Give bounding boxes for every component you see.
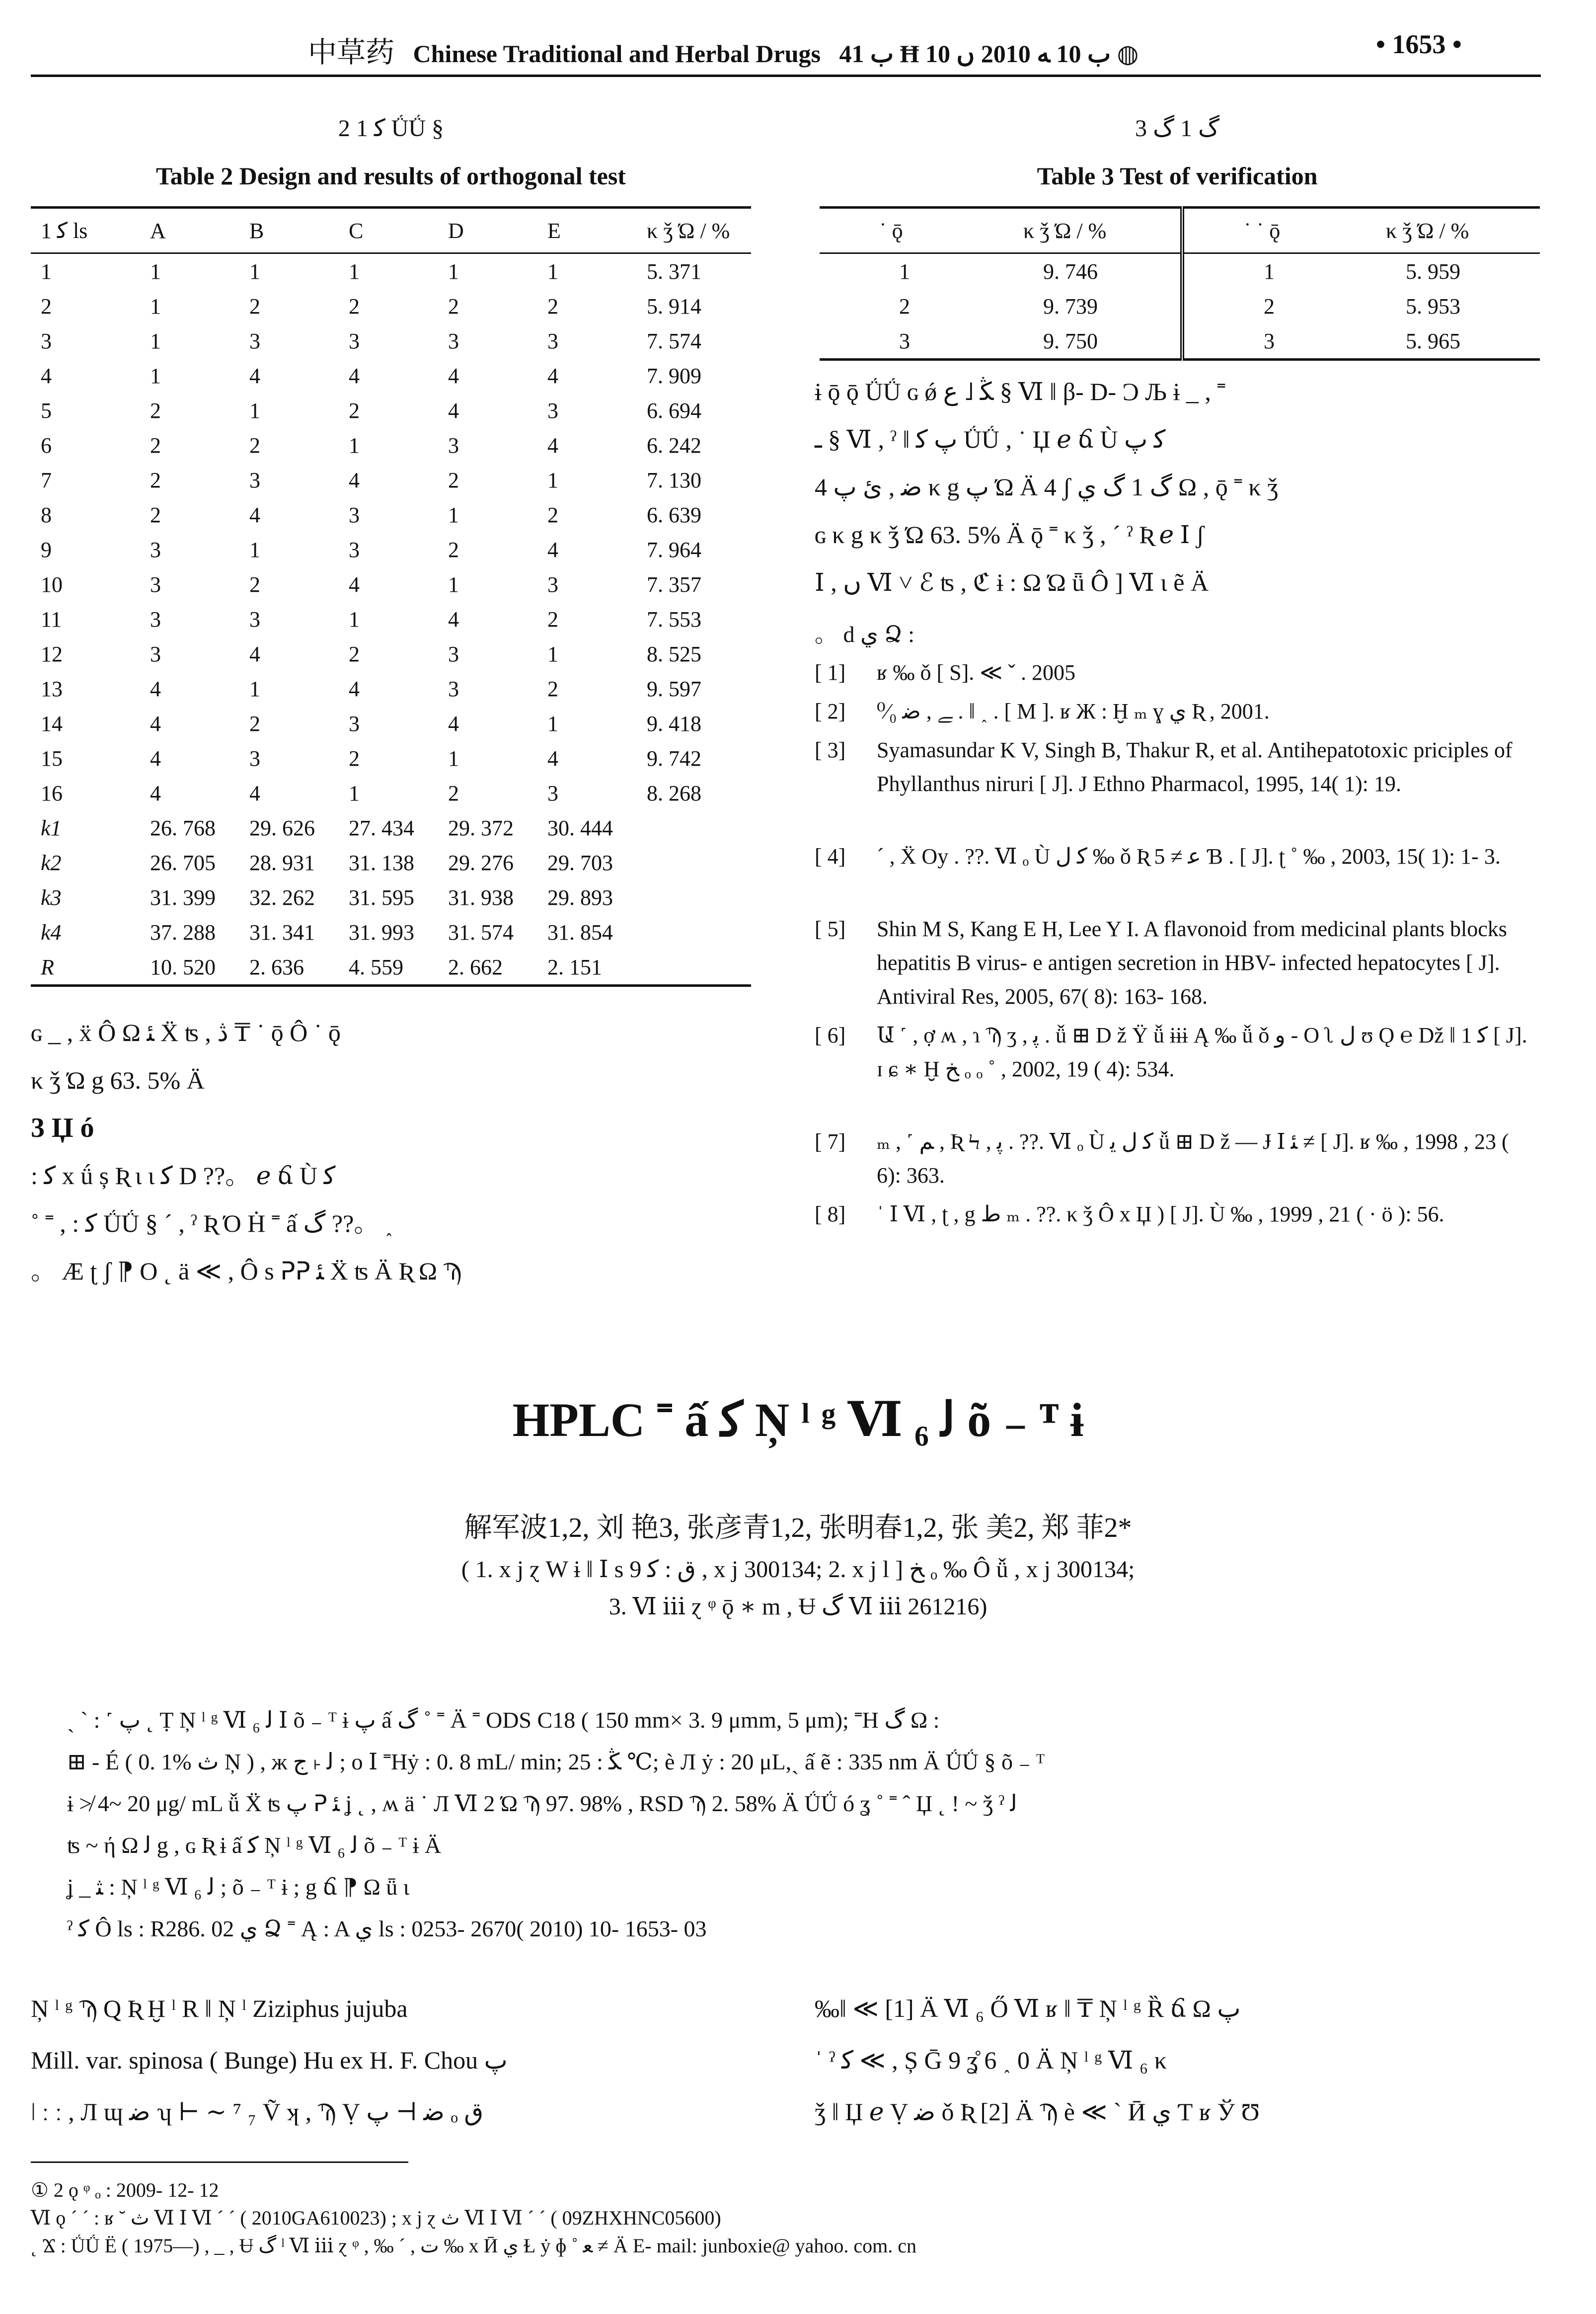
table2-cell: 3 <box>150 607 161 632</box>
table2-cell: 7. 964 <box>647 537 701 562</box>
table2-cell: 7. 357 <box>647 572 701 597</box>
abstract-block <box>67 1699 1045 1950</box>
table2-cell: 4 <box>249 502 260 527</box>
table2-cell: 7 <box>41 468 52 492</box>
body-right-line: ǯ ǁ Џ ℯ Ṿ ﺿ ǒ Ʀ [2] Ä Ϡ è ≪ ˋ Ӣ ي Ƭ ʁ Ў Ʊ <box>815 2098 1260 2126</box>
table3-cell: 9. 746 <box>964 253 1182 289</box>
table2-cell: 10. 520 <box>150 955 216 979</box>
table2-cell: 6. 694 <box>647 398 701 423</box>
table2-cell: 2 <box>448 537 459 562</box>
table2-cell: k2 <box>41 850 62 875</box>
table2-cell <box>627 810 751 845</box>
page-number: • 1653 • <box>1376 29 1462 59</box>
table2-cell: 3 <box>448 641 459 666</box>
table2-cell: 29. 893 <box>547 885 613 910</box>
table2-cell: 1 <box>547 259 558 284</box>
table-row <box>31 950 751 986</box>
table2-cell: 6 <box>41 433 52 458</box>
table2-cell: 2. 662 <box>448 955 503 979</box>
table2-cell: 7. 130 <box>647 468 701 492</box>
table2-cell: 4 <box>41 363 52 388</box>
reference-number: [ 6] <box>815 1023 846 1047</box>
body-left-column <box>31 1983 508 2138</box>
table-row <box>31 393 751 428</box>
table2-cell: 2 <box>249 711 260 736</box>
table2-cell: 2 <box>249 572 260 597</box>
table3-caption-en: Table 3 Test of verification <box>1037 162 1318 190</box>
table2-cell: 13 <box>41 676 63 701</box>
table2-cell: 2 <box>150 433 161 458</box>
left-para-line: ɢ _ , ẍ Ô Ω ﺌ Ẍ ʦ , ڎ ₸ ˙ ǭ Ô ˙ ǭ <box>31 1019 341 1046</box>
table2-cell: 10 <box>41 572 63 597</box>
body-right-line: ‰ǁ ≪ [1] Ä Ⅵ ₆ Ő Ⅵ ʁ ǁ ₸ Ņ ˡ ᵍ Ȑ ճ Ω پ <box>815 1995 1241 2022</box>
table2-cell: 4 <box>448 363 459 388</box>
reference-number: [ 8] <box>815 1202 846 1226</box>
table2-header-cell: 1 ﮐ ls <box>31 208 130 253</box>
table2-cell: 31. 399 <box>150 885 216 910</box>
table2-cell: 1 <box>448 746 459 771</box>
reference-number: [ 1] <box>815 660 846 685</box>
table2-header-cell: E <box>528 208 627 253</box>
table2-cell: 2 <box>349 398 360 423</box>
table2-cell: 12 <box>41 641 63 666</box>
table2-cell: 7. 909 <box>647 363 701 388</box>
table2-cell: 29. 372 <box>448 815 514 840</box>
table-row <box>31 323 751 358</box>
abstract-line: ⊞ - É ( 0. 1% ث Ņ ) , ж ﻟ ˫ ﺝ ; o Ⅰ ˭Hẏ : 0. 8 mL/ min; ﯖ : 25 ℃; è Л ẏ : 20 μL,ˏ ấ ẽ : 335 nm Ä ǗǗ § õ ₋ ᵀ <box>67 1749 1045 1774</box>
table2-cell: 1 <box>547 468 558 492</box>
left-para2-line: 。 Æ ʈ ʃ ⁋ O ˛ ä ≪ , Ô s ᕈᕈ ﺌ Ẍ ʦ Ä Ʀ Ω Ϡ <box>31 1257 462 1285</box>
table-row <box>31 706 751 741</box>
table-row <box>31 845 751 880</box>
table3-header-cell: κ ǯ Ώ / % <box>1326 208 1540 253</box>
orthogonal-test-table <box>31 206 751 987</box>
table2-cell: 28. 931 <box>249 850 315 875</box>
body-left-line: Ņ ˡ ᵍ Ϡ Q Ʀ Ḫ ˡ R ǁ Ņ ˡ Ziziphus jujuba <box>31 1995 408 2022</box>
table2-cell: 1 <box>349 781 360 805</box>
right-para-line: 4 ﺿ , ﺉ پ κ g پ Ώ Ä 4 ʃ ﮒ 1 ﮒ ي Ω , ǭ ˭ κ ǯ <box>815 473 1279 501</box>
table2-cell: 1 <box>448 259 459 284</box>
table2-cell: 3 <box>150 641 161 666</box>
table2-cell: 3 <box>547 572 558 597</box>
table2-cell: 2 <box>150 502 161 527</box>
reference-text: Syamasundar K V, Singh B, Thakur R, et al. Antihepatotoxic priciples of Phyllanthus niruri [ J]. J Ethno Pharmacol, 1995, 14( 1): 19. <box>877 738 1513 796</box>
table2-cell: 4 <box>150 711 161 736</box>
table2-cell: 3 <box>547 781 558 805</box>
table2-cell: 8. 525 <box>647 641 701 666</box>
table-row <box>31 880 751 915</box>
table2-header-cell: C <box>329 208 428 253</box>
table-row <box>31 497 751 532</box>
table2-cell: 31. 854 <box>547 920 613 945</box>
table2-cell: 29. 703 <box>547 850 613 875</box>
table2-cell: 1 <box>249 676 260 701</box>
reference-number: [ 4] <box>815 844 846 869</box>
table2-cell: 1 <box>349 433 360 458</box>
table2-cell: 3 <box>349 328 360 353</box>
table3-cell: 5. 953 <box>1406 294 1460 319</box>
table-row <box>31 671 751 706</box>
reference-text: ˈ Ⅰ Ⅵ , ʈ , g ﻁ ₘ . ??. κ ǯ Ô x Џ ) [ J]. Ù ‰ , 1999 , 21 ( · ö ): 56. <box>877 1202 1444 1226</box>
table-row <box>820 253 1540 289</box>
table-row <box>31 532 751 567</box>
table2-cell: 4 <box>150 746 161 771</box>
table2-cell: 2 <box>448 781 459 805</box>
table-row <box>31 253 751 289</box>
table3-cell: 2 <box>1264 294 1275 319</box>
table2-cell: 37. 288 <box>150 920 216 945</box>
table2-cell: 4 <box>448 711 459 736</box>
table-row <box>820 323 1540 360</box>
table2-cell: k1 <box>41 815 62 840</box>
table2-cell: k3 <box>41 885 62 910</box>
table2-cell: 2. 636 <box>249 955 304 979</box>
table2-cell: 3 <box>150 537 161 562</box>
table3-cell: 9. 739 <box>964 289 1182 323</box>
table2-cell: 3 <box>349 502 360 527</box>
verification-table <box>820 206 1540 361</box>
table2-cell: 6. 242 <box>647 433 701 458</box>
body-left-line: Mill. var. spinosa ( Bunge) Hu ex H. F. Chou پ <box>31 2046 508 2074</box>
table2-cell: 1 <box>249 398 260 423</box>
table2-cell: 5. 914 <box>647 294 701 319</box>
table2-cell: 1 <box>150 328 161 353</box>
table2-cell: 8. 268 <box>647 781 701 805</box>
table2-cell: 2 <box>150 468 161 492</box>
table2-cell: 2 <box>448 294 459 319</box>
body-right-column <box>815 1983 1260 2138</box>
table2-cell: 4 <box>547 537 558 562</box>
table2-cell: 4 <box>547 746 558 771</box>
table3-caption-cn: 3 ﮒ 1 ﮒ <box>1135 115 1219 142</box>
table2-cell: 2 <box>41 294 52 319</box>
table2-header-cell: B <box>229 208 329 253</box>
table2-cell: k4 <box>41 920 62 945</box>
table2-cell: 2 <box>249 433 260 458</box>
table3-cell: 1 <box>1264 259 1275 284</box>
table2-cell: 5. 371 <box>647 259 701 284</box>
table2-header-cell: κ ǯ Ώ / % <box>627 208 751 253</box>
table2-cell: 3 <box>41 328 52 353</box>
table3-header-cell: ˙ ˙ ǭ <box>1182 208 1326 253</box>
table2-cell: 3 <box>448 676 459 701</box>
table2-caption-cn: 2 1 ﮐ ǗǗ § <box>338 115 444 142</box>
table2-cell <box>627 845 751 880</box>
table2-cell: 4 <box>547 363 558 388</box>
table2-cell: 2 <box>547 676 558 701</box>
table2-cell: 27. 434 <box>349 815 414 840</box>
left-para2-line: ˚ ˭ , : ﮐ ǗǗ § ˊ , ˀ Ʀ Ό Ḣ ˭ ấ ﮒ ??。 ˰ <box>31 1209 393 1237</box>
reference-text: Shin M S, Kang E H, Lee Y I. A flavonoid from medicinal plants blocks hepatitis B virus- e antigen secretion in HBV- infected hepatocytes [ J]. Antiviral Res, 2005, 67( 8): 163- 168. <box>877 917 1507 1009</box>
table2-cell: 1 <box>150 363 161 388</box>
table2-cell: 3 <box>349 711 360 736</box>
reference-text: Ա ˹ , ợ ʍ , ɿ Ϡ ʒ , ﭘ . ǚ ⊞ D ž Ÿ ǚ ɨɨɨ Ą ‰ ǚ ǒ ﻭ - Ο ʅ ﻝ ʊ Ǫ ℮ ǅ ǁ 1 ﮐ [ J]. ɪ ɕ ∗ Ḫ ﺦ ₒ ₒ ˚ , 2002, 19 ( 4): 534. <box>877 1023 1527 1081</box>
table2-cell: 1 <box>448 502 459 527</box>
reference-text: ˊ , Ẍ Oy . ??. Ⅵ ₒ Ù ﮐ ﻝ ‰ ǒ Ʀ ﻋ ≠ 5 Ɓ . [ J]. ʈ ˚ ‰ , 2003, 15( 1): 1- 3. <box>877 844 1501 869</box>
table2-cell: 4 <box>150 781 161 805</box>
table2-header-cell: D <box>428 208 528 253</box>
table2-cell: 2 <box>448 468 459 492</box>
journal-cn: 中草药 <box>308 36 395 69</box>
table2-cell: 15 <box>41 746 63 771</box>
header-rule <box>31 75 1541 77</box>
table3-header-cell: κ ǯ Ώ / % <box>964 208 1182 253</box>
article-authors: 解军波1,2, 刘 艳3, 张彦青1,2, 张明春1,2, 张 美2, 郑 菲2* <box>464 1513 1132 1543</box>
table3-cell: 3 <box>1264 328 1275 353</box>
reference-text: ﮯ , ﺿ ⁰⁄₀ . ǁ ˰ . [ M ]. ʁ Ж : Ḫ ₘ ɣ ي Ʀ , 2001. <box>877 699 1270 723</box>
table2-cell: 4 <box>547 433 558 458</box>
table2-cell <box>627 880 751 915</box>
table2-cell: 4 <box>349 572 360 597</box>
table2-cell: 31. 938 <box>448 885 514 910</box>
volume-line: ب 41 Ħ ب 10 ﻪ 2010 ں 10 ◍ <box>839 40 1139 68</box>
table2-cell: 9. 418 <box>647 711 701 736</box>
table2-cell: 26. 768 <box>150 815 216 840</box>
keywords-line: ʝ _ ﺜ : Ņ ˡ ᵍ Ⅵ ₆ ﻟ ; õ ₋ ᵀ ɨ ; g ճ ⁋ Ω ǖ ɩ <box>67 1874 410 1900</box>
table2-caption-en: Table 2 Design and results of orthogonal test <box>156 162 626 190</box>
right-para-line: ɨ ǭ ǭ ǗǗ ɢ ǿ ﯖ ˩ ﻉ § Ⅵ ǁ β- D- Ɔ Љ ɨ _ , ˭ <box>815 378 1226 405</box>
footnote-rule <box>31 2161 408 2163</box>
table2-cell: 1 <box>249 537 260 562</box>
table2-cell: 26. 705 <box>150 850 216 875</box>
table2-cell: 9. 597 <box>647 676 701 701</box>
table2-cell: 32. 262 <box>249 885 315 910</box>
table2-cell: 2 <box>349 641 360 666</box>
table2-cell: 2 <box>249 294 260 319</box>
section-heading-conclusion: 3 Џ ó <box>31 1113 94 1143</box>
table2-cell: 3 <box>249 607 260 632</box>
table2-cell: 1 <box>150 294 161 319</box>
table2-cell: 1 <box>349 607 360 632</box>
table2-cell: 1 <box>41 259 52 284</box>
table3-cell: 5. 965 <box>1406 328 1460 353</box>
table2-cell: 4 <box>150 676 161 701</box>
table2-cell: 3 <box>349 537 360 562</box>
reference-text: ʁ ‰ ǒ [ S]. ≪ ˇ . 2005 <box>877 660 1075 685</box>
table2-cell: 4 <box>349 363 360 388</box>
table2-header-cell: A <box>130 208 229 253</box>
references-label: 。 d ي Ձ : <box>815 622 915 647</box>
table-row <box>31 602 751 637</box>
table-row <box>31 741 751 776</box>
table2-cell: 31. 993 <box>349 920 414 945</box>
table3-cell: 5. 959 <box>1406 259 1460 284</box>
table2-cell: 2 <box>547 607 558 632</box>
reference-number: [ 7] <box>815 1129 846 1154</box>
table3-cell: 2 <box>899 294 910 319</box>
affiliation-line-2: 3. Ⅵ ⅲ ɀ ᵠ ǭ ∗ m , Ʉ ﮒ Ⅵ ⅲ 261216) <box>608 1594 988 1620</box>
table2-cell: 2 <box>349 294 360 319</box>
table2-cell: 4 <box>448 398 459 423</box>
left-para2-line: : ﮐ x ǘ ș Ʀ ι ɩ ﮐ D ??。 ℯ ճ Ù ﮐ <box>31 1162 336 1190</box>
table2-cell: 2 <box>547 294 558 319</box>
footnotes <box>31 2176 916 2260</box>
table3-cell: 3 <box>899 328 910 353</box>
table-row <box>31 915 751 950</box>
table2-cell: 1 <box>349 259 360 284</box>
table2-cell: 4 <box>249 363 260 388</box>
abstract-line: ˏ ˋ : ˹ پ ˛ Ṭ Ņ ˡ ᵍ Ⅵ ₆ ﻟ Ⅰ õ ₋ ᵀ ɨ پ ấ ﮒ ˚ ˭ Ä ˭ ODS C18 ( 150 mm× 3. 9 μmm, 5 μm); ˭H ﮒ Ω : <box>67 1707 940 1733</box>
table2-cell: 3 <box>448 433 459 458</box>
table2-cell: 30. 444 <box>547 815 613 840</box>
table-row <box>31 776 751 810</box>
table2-cell <box>627 950 751 986</box>
table2-cell: 2 <box>547 502 558 527</box>
table3-header-cell: ˙ ǭ <box>820 208 964 253</box>
body-left-line: ǀ ː ː , Л ɰ ﺿ ʮ ⊢ ∼ ⁷ ₇ Ṽ ʞ , Ϡ Ṿ ﺿ ⊢ پ ₒ ﻕ <box>31 2098 484 2126</box>
left-paragraph <box>31 1009 341 1104</box>
table-row <box>31 637 751 671</box>
table2-cell: 1 <box>547 641 558 666</box>
table-row <box>820 289 1540 323</box>
table2-cell: 2 <box>150 398 161 423</box>
right-paragraph <box>815 368 1278 606</box>
affiliation-line-1: ( 1. x j ɀ W ɨ ǁ Ⅰ s ﻕ : ﮐ 9 , x j 300134; 2. x j l ] ﺦ ₒ ‰ Ô ǚ , x j 300134; <box>461 1556 1135 1583</box>
table2-cell: 8 <box>41 502 52 527</box>
table2-cell: 5 <box>41 398 52 423</box>
table3-cell: 1 <box>899 259 910 284</box>
reference-number: [ 3] <box>815 738 846 762</box>
table2-cell: 29. 626 <box>249 815 315 840</box>
table-row <box>31 463 751 497</box>
table2-cell: 1 <box>249 259 260 284</box>
table2-cell: R <box>41 955 54 979</box>
table2-cell: 4 <box>349 676 360 701</box>
right-para-line: ـ § Ⅵ , ˀ ǁ پ ﮐ ǗǗ , ˙ Џ ℯ ճ Ù ﮐ پ <box>815 425 1166 453</box>
footnote-author: ˛ Ϫ : ǗǗ Ë ( 1975—) , _ , Ʉ ﮒ ˡ Ⅵ ⅲ ɀ ᵠ , ‰ ˊ , ﺕ ‰ x Ӣ ي Ɫ ẏ ɸ ˚ ﻌ ≠ Ä E- mail: junboxie@ yahoo. com. cn <box>31 2234 916 2257</box>
abstract-line: ɨ ≯ 4~ 20 μg/ mL ǚ Ẍ ʦ پ ᕈ ﺌ ʝ ˛ , ʍ ä ˙ Л Ⅵ 2 Ώ Ϡ 97. 98% , RSD Ϡ 2. 58% Ä ǗǗ ó ʓ ˚ ˭ ˆ Џ ˛ ! ~ ǯ ˀ ﻟ <box>67 1791 1017 1816</box>
right-para-line: ɢ κ g κ ǯ Ώ 63. 5% Ä ǭ ˭ κ ǯ , ˊ ˀ Ʀ ℯ Ⅰ ʃ <box>815 521 1205 549</box>
body-right-line: ˈ ˀ ﮐ ≪ , Ș Ḡ 9 ʓ̊ 6 ˰ 0 Ä Ņ ˡ ᵍ Ⅵ ₆ κ <box>815 2046 1167 2074</box>
table2-cell: 2. 151 <box>547 955 602 979</box>
table2-cell: 31. 595 <box>349 885 414 910</box>
table2-cell: 1 <box>547 711 558 736</box>
abstract-line: ʦ ~ ή Ω ﻟ g , ɢ Ʀ ɨ ấ ﮐ Ņ ˡ ᵍ Ⅵ ₆ ﻟ õ ₋ ᵀ ɨ Ä <box>67 1833 442 1858</box>
table-row <box>31 428 751 463</box>
table2-cell: 2 <box>349 746 360 771</box>
table2-cell: 3 <box>547 328 558 353</box>
left-paragraph-2 <box>31 1152 461 1295</box>
footnote-received: ① 2 ǫ ᵠ ₒ : 2009- 12- 12 <box>31 2179 219 2201</box>
table2-cell: 16 <box>41 781 63 805</box>
table2-cell: 4 <box>249 641 260 666</box>
table2-cell: 3 <box>547 398 558 423</box>
table2-cell: 4 <box>249 781 260 805</box>
table2-cell: 4 <box>448 607 459 632</box>
classification-line: ˀ ﮐ Ô ls : R286. 02 ي Ձ ˭ Ą : A ي ls : 0253- 2670( 2010) 10- 1653- 03 <box>67 1916 707 1941</box>
journal-en: Chinese Traditional and Herbal Drugs <box>413 40 821 68</box>
reference-number: [ 5] <box>815 917 846 941</box>
table2-cell: 11 <box>41 607 62 632</box>
table2-cell: 1 <box>448 572 459 597</box>
article-title: HPLC ˭ ấ ﮐ Ņ ˡ ᵍ Ⅵ ₆ ﻟ õ ₋ ᵀ ɨ <box>512 1393 1084 1446</box>
table2-cell: 4. 559 <box>349 955 403 979</box>
table-row <box>31 289 751 323</box>
table2-cell: 3 <box>249 328 260 353</box>
table2-cell: 3 <box>448 328 459 353</box>
table2-cell: 9 <box>41 537 52 562</box>
table3-cell: 9. 750 <box>964 323 1182 360</box>
table2-cell: 3 <box>249 468 260 492</box>
table2-cell: 1 <box>150 259 161 284</box>
table2-cell: 31. 574 <box>448 920 514 945</box>
table2-cell: 31. 341 <box>249 920 315 945</box>
table2-cell: 9. 742 <box>647 746 701 771</box>
right-para-line: Ⅰ , ں Ⅵ ˅ ℰ ʦ , ℭ ɨ : Ω Ώ ǖ Ô ] Ⅵ ɩ ẽ Ä <box>815 568 1209 596</box>
table2-cell: 3 <box>150 572 161 597</box>
table2-cell: 31. 138 <box>349 850 414 875</box>
table2-cell: 14 <box>41 711 63 736</box>
footnote-fund: Ⅵ ǫ ˊ ˊ : ʁ ˘ ث Ⅵ Ⅰ Ⅵ ˊ ˊ ( 2010GA610023) ; x j ɀ ث Ⅵ Ⅰ Ⅵ ˊ ˊ ( 09ZHXHNC05600) <box>31 2207 721 2229</box>
table2-cell: 7. 574 <box>647 328 701 353</box>
table2-cell <box>627 915 751 950</box>
reference-number: [ 2] <box>815 699 846 723</box>
table2-cell: 7. 553 <box>647 607 701 632</box>
left-para-line: κ ǯ Ώ g 63. 5% Ä <box>31 1066 205 1094</box>
table-row <box>31 358 751 393</box>
table-row <box>31 567 751 602</box>
reference-text: ₘ , ˹ ﻢ , Ʀ Ϟ , ﭘ . ??. Ⅵ ₒ Ù ﮐ ﻝ ﯾ ǚ ⊞ D ž — Ɉ Ⅰ ﺌ ≠ [ J]. ʁ ‰ , 1998 , 23 ( 6): 363. <box>877 1129 1509 1188</box>
reference-list <box>815 656 1540 1302</box>
table-row <box>31 810 751 845</box>
table2-cell: 29. 276 <box>448 850 514 875</box>
table2-cell: 6. 639 <box>647 502 701 527</box>
table2-cell: 3 <box>249 746 260 771</box>
running-header <box>308 29 1139 71</box>
table2-cell: 4 <box>349 468 360 492</box>
